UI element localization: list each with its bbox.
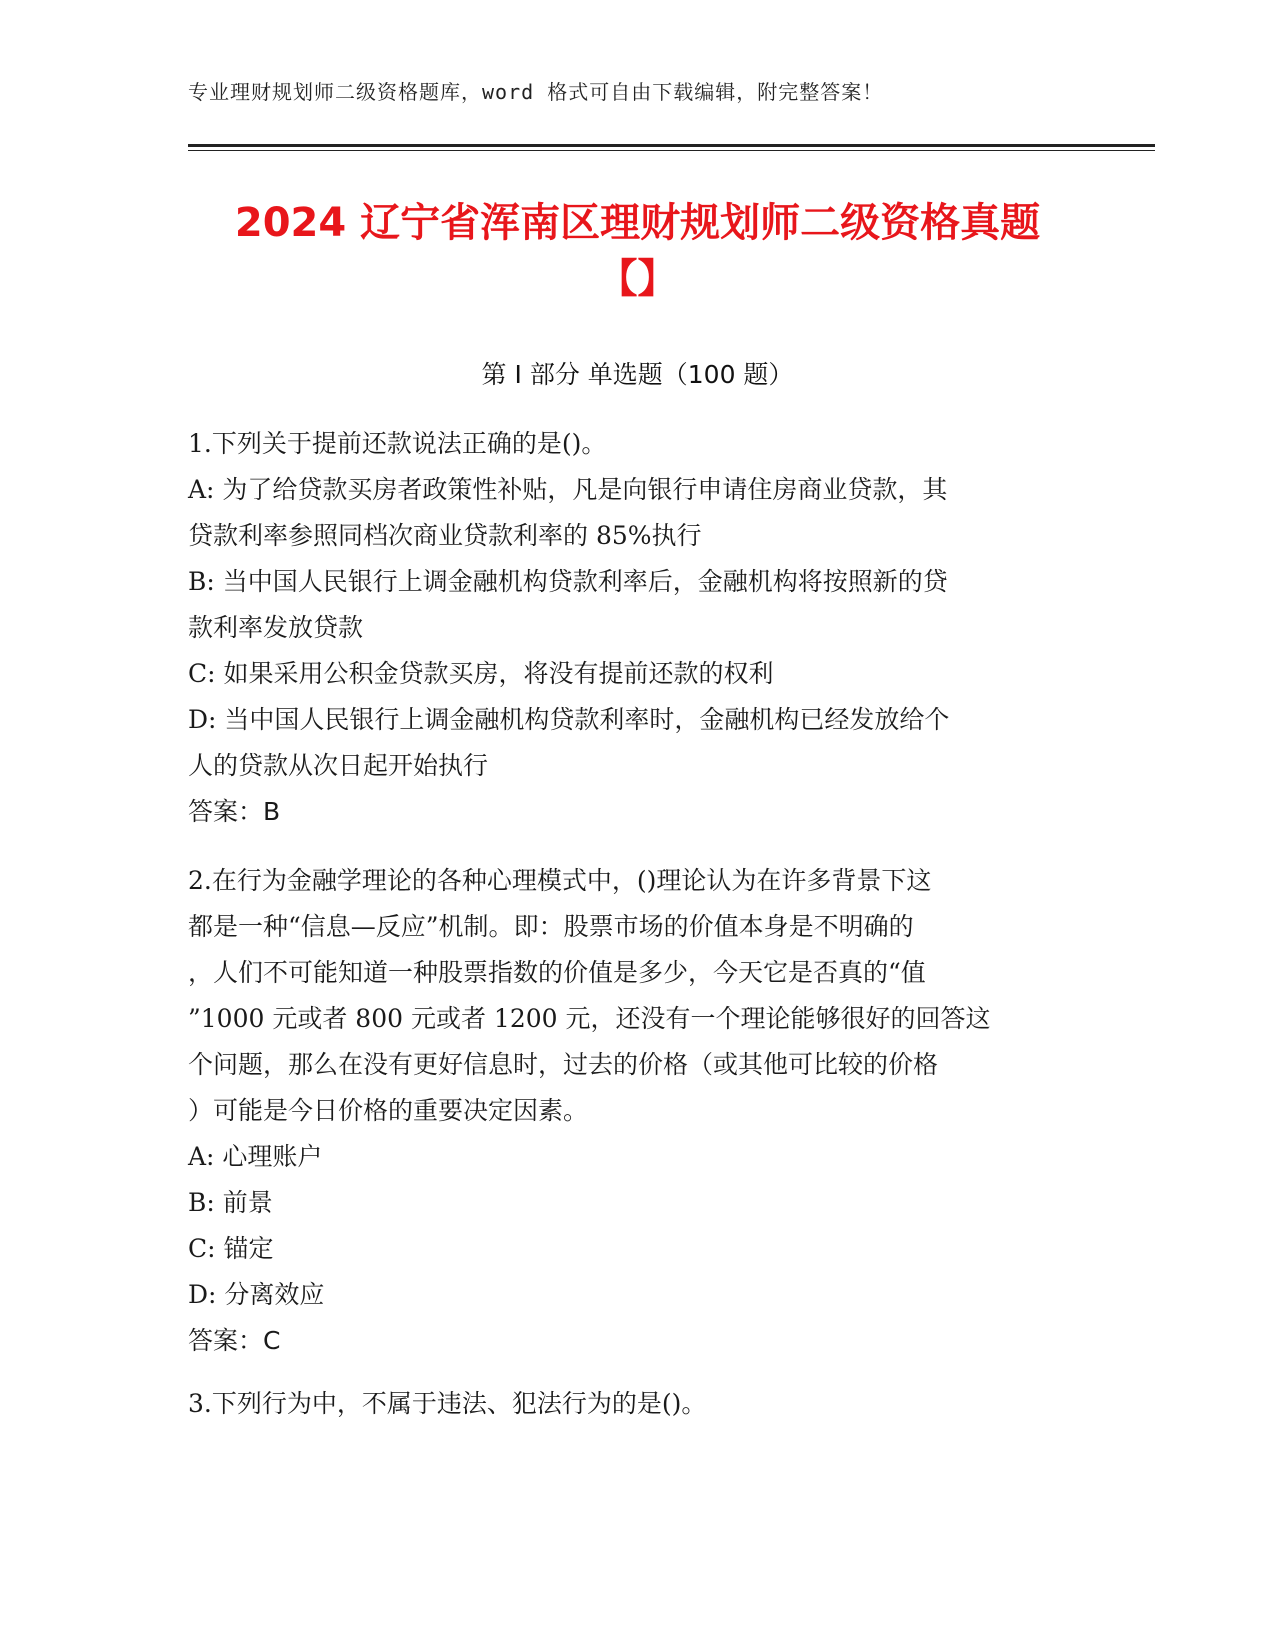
answer: 答案：B — [188, 797, 281, 826]
question-3 — [188, 1381, 1088, 1427]
title-line-2: 【】 — [597, 256, 678, 302]
option-d: D: 当中国人民银行上调金融机构贷款利率时，金融机构已经发放给个 — [188, 705, 950, 734]
section-title: 第 I 部分 单选题（100 题） — [481, 360, 794, 389]
question-stem: 1.下列关于提前还款说法正确的是()。 — [188, 429, 607, 458]
question-stem: 2.在行为金融学理论的各种心理模式中，()理论认为在许多背景下这 — [188, 866, 932, 895]
header-note: 专业理财规划师二级资格题库，word 格式可自由下载编辑，附完整答案！ — [188, 80, 884, 104]
option-a: A: 心理账户 — [188, 1142, 323, 1171]
title-line-1: 2024 辽宁省浑南区理财规划师二级资格真题 — [234, 200, 1041, 246]
option-c: C: 如果采用公积金贷款买房，将没有提前还款的权利 — [188, 659, 774, 688]
option-a-cont: 贷款利率参照同档次商业贷款利率的 85%执行 — [188, 521, 702, 550]
question-stem-cont: ，人们不可能知道一种股票指数的价值是多少，今天它是否真的“值 — [188, 958, 926, 987]
question-stem-cont: 个问题，那么在没有更好信息时，过去的价格（或其他可比较的价格 — [188, 1050, 939, 1079]
document-title — [150, 195, 1125, 307]
question-stem-cont: ）可能是今日价格的重要决定因素。 — [188, 1096, 589, 1125]
header-rule — [188, 144, 1155, 147]
answer: 答案：C — [188, 1326, 281, 1355]
question-1 — [188, 421, 1088, 835]
option-b: B: 前景 — [188, 1188, 273, 1217]
question-stem-cont: 都是一种“信息—反应”机制。即：股票市场的价值本身是不明确的 — [188, 912, 914, 941]
option-b-cont: 款利率发放贷款 — [188, 613, 364, 642]
question-stem-cont: ”1000 元或者 800 元或者 1200 元，还没有一个理论能够很好的回答这 — [188, 1004, 991, 1033]
option-d-cont: 人的贷款从次日起开始执行 — [188, 751, 489, 780]
question-2 — [188, 858, 1088, 1364]
option-b: B: 当中国人民银行上调金融机构贷款利率后，金融机构将按照新的贷 — [188, 567, 948, 596]
question-stem: 3.下列行为中，不属于违法、犯法行为的是()。 — [188, 1389, 707, 1418]
option-a: A: 为了给贷款买房者政策性补贴，凡是向银行申请住房商业贷款，其 — [188, 475, 948, 504]
option-d: D: 分离效应 — [188, 1280, 325, 1309]
option-c: C: 锚定 — [188, 1234, 274, 1263]
header-rule-thin — [188, 150, 1155, 151]
